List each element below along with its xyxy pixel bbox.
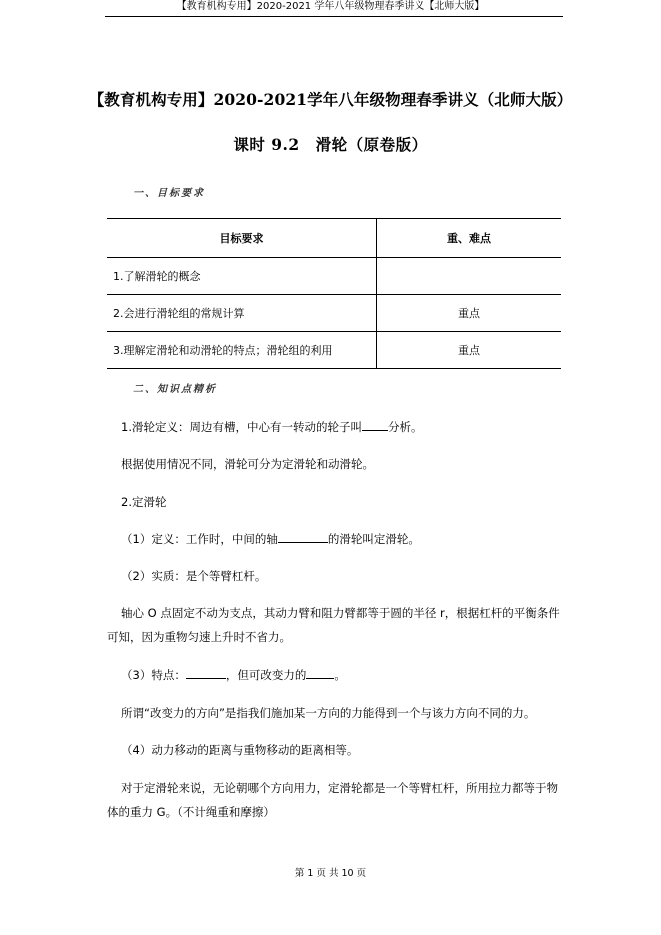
- text-segment: 的滑轮叫定滑轮。: [327, 532, 420, 546]
- section-heading-goals: 一、目标要求: [133, 188, 205, 199]
- table-row: [107, 295, 561, 332]
- fill-blank: [362, 418, 388, 431]
- paragraph-fixed-pulley-summary: 对于定滑轮来说，无论朝哪个方向用力，定滑轮都是一个等臂杠杆，所用拉力都等于物体的重力 G。（不计绳重和摩擦）: [107, 781, 558, 819]
- text-segment: （3）特点：: [121, 668, 186, 682]
- page-footer: 第 1 页 共 10 页: [294, 868, 367, 879]
- text-segment: 1.滑轮定义：周边有槽，中心有一转动的轮子叫: [121, 420, 362, 434]
- paragraph-fixed-pulley-definition: [107, 527, 561, 551]
- table-cell-difficulty: 重点: [377, 295, 562, 332]
- text-segment: 分析。: [387, 420, 423, 434]
- text-segment: 。: [334, 668, 346, 682]
- paragraph-pulley-types: 根据使用情况不同，滑轮可分为定滑轮和动滑轮。: [121, 457, 374, 471]
- table-header-difficulty: 重、难点: [377, 219, 562, 258]
- table-cell-difficulty: 重点: [377, 332, 562, 369]
- paragraph-pulley-definition: [107, 415, 561, 439]
- page-header: 【教育机构专用】2020-2021 学年八年级物理春季讲义【北师大版】: [176, 1, 485, 12]
- text-segment: ，但可改变力的: [225, 668, 307, 682]
- fill-blank: [278, 530, 328, 543]
- table-row: [107, 332, 561, 369]
- header-rule: [105, 16, 563, 17]
- table-cell-difficulty: [377, 258, 562, 295]
- fill-blank: [306, 666, 334, 679]
- lesson-title: 课时 9.2 滑轮（原卷版）: [233, 135, 428, 154]
- table-row: [107, 258, 561, 295]
- paragraph-distance: （4）动力移动的距离与重物移动的距离相等。: [121, 743, 359, 757]
- paragraph-fixed-pulley-features: [107, 663, 561, 687]
- table-header-row: [107, 219, 561, 258]
- paragraph-fixed-pulley-heading: 2.定滑轮: [121, 495, 167, 509]
- fill-blank: [186, 666, 226, 679]
- table-cell-goal: 1.了解滑轮的概念: [107, 258, 377, 295]
- paragraph-fixed-pulley-essence: （2）实质：是个等臂杠杆。: [121, 569, 267, 583]
- paragraph-direction-change: 所谓“改变力的方向”是指我们施加某一方向的力能得到一个与该力方向不同的力。: [121, 706, 536, 720]
- section-heading-knowledge: 二、知识点精析: [133, 384, 217, 395]
- table-cell-goal: 3.理解定滑轮和动滑轮的特点；滑轮组的利用: [107, 332, 377, 369]
- document-title: 【教育机构专用】2020-2021学年八年级物理春季讲义（北师大版）: [88, 90, 573, 109]
- goals-table: [107, 218, 561, 369]
- paragraph-fixed-pulley-explanation: 轴心 O 点固定不动为支点，其动力臂和阻力臂都等于圆的半径 r，根据杠杆的平衡条件可知，因为重物匀速上升时不省力。: [107, 606, 560, 644]
- text-segment: （1）定义：工作时，中间的轴: [121, 532, 278, 546]
- table-cell-goal: 2.会进行滑轮组的常规计算: [107, 295, 377, 332]
- table-header-goal: 目标要求: [107, 219, 377, 258]
